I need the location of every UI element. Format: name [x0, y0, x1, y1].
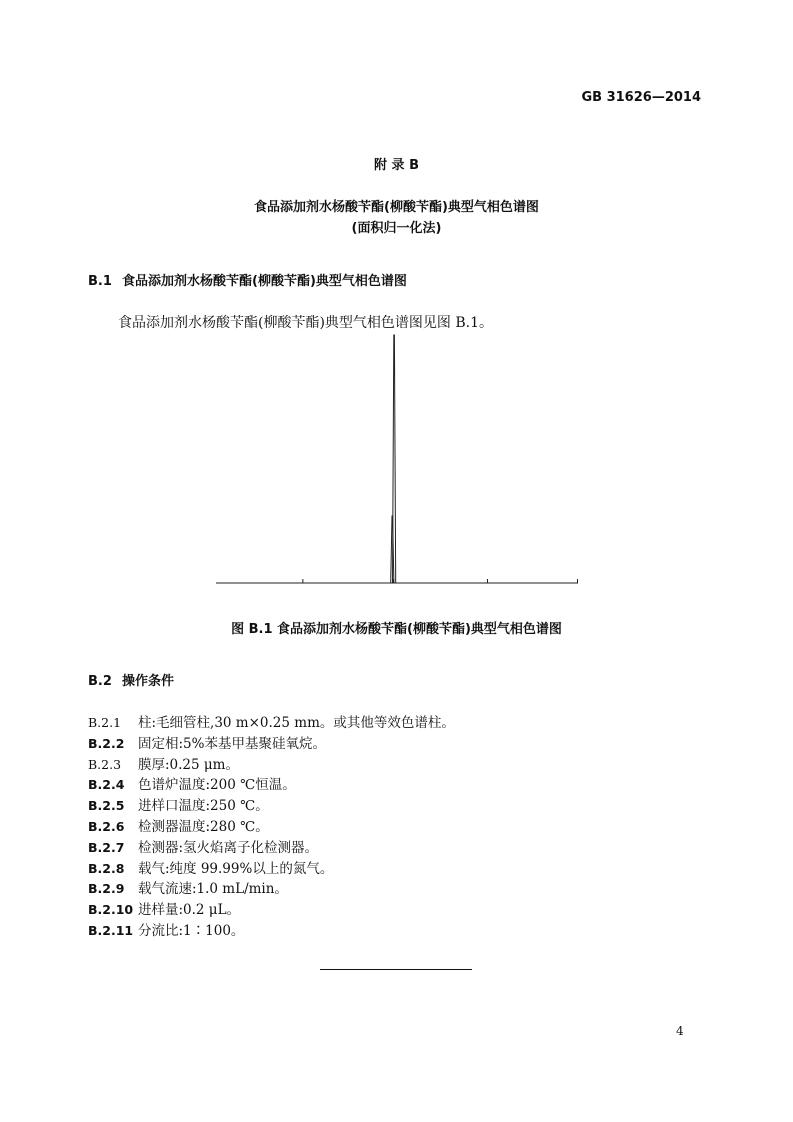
condition-item	[88, 732, 326, 752]
condition-item	[88, 773, 296, 793]
section-title: 食品添加剂水杨酸苄酯(柳酸苄酯)典型气相色谱图	[122, 274, 407, 289]
section-b1-heading	[88, 270, 407, 289]
condition-number: B.2.1	[88, 715, 122, 730]
condition-number: B.2.6	[88, 819, 125, 834]
condition-text: 载气流速:1.0 mL/min。	[138, 881, 288, 898]
condition-text: 检测器温度:280 ℃。	[138, 819, 269, 835]
condition-item	[88, 836, 318, 856]
section-b2-heading	[88, 670, 174, 689]
condition-text: 色谱炉温度:200 ℃恒温。	[138, 777, 296, 794]
appendix-subtitle: (面积归一化法)	[351, 221, 442, 236]
figure-caption: 图 B.1 食品添加剂水杨酸苄酯(柳酸苄酯)典型气相色谱图	[231, 622, 562, 637]
condition-item	[88, 877, 288, 897]
condition-number: B.2.9	[88, 881, 125, 897]
condition-item	[88, 898, 240, 918]
condition-number: B.2.5	[88, 798, 125, 814]
section-number: B.2	[88, 674, 112, 689]
condition-number: B.2.3	[88, 756, 122, 772]
condition-number: B.2.4	[88, 777, 125, 793]
condition-text: 分流比:1∶100。	[138, 923, 245, 939]
condition-text: 进样口温度:250 ℃。	[138, 798, 269, 815]
standard-number: GB 31626—2014	[581, 90, 701, 105]
condition-text: 检测器:氢火焰离子化检测器。	[138, 839, 319, 856]
condition-number: B.2.11	[88, 923, 134, 938]
condition-number: B.2.10	[88, 902, 134, 918]
end-rule	[320, 969, 472, 970]
section-title: 操作条件	[122, 674, 175, 689]
chromatogram-chart	[216, 333, 578, 587]
condition-text: 柱:毛细管柱,30 m×0.25 mm。或其他等效色谱柱。	[138, 715, 455, 731]
condition-text: 进样量:0.2 μL。	[138, 902, 241, 919]
condition-text: 膜厚:0.25 μm。	[138, 756, 239, 773]
appendix-label: 附 录 B	[374, 158, 419, 173]
condition-number: B.2.8	[88, 860, 125, 876]
condition-item	[88, 753, 239, 773]
condition-item	[88, 857, 333, 877]
condition-item	[88, 794, 269, 814]
condition-text: 载气:纯度 99.99%以上的氮气。	[138, 860, 334, 877]
page-number: 4	[676, 1024, 684, 1038]
condition-number: B.2.7	[88, 839, 125, 855]
section-b1-paragraph: 食品添加剂水杨酸苄酯(柳酸苄酯)典型气相色谱图见图 B.1。	[118, 315, 494, 331]
condition-number: B.2.2	[88, 735, 125, 751]
condition-text: 固定相:5%苯基甲基聚硅氧烷。	[138, 735, 326, 752]
appendix-title: 食品添加剂水杨酸苄酯(柳酸苄酯)典型气相色谱图	[254, 200, 539, 215]
section-number: B.1	[88, 274, 112, 289]
condition-item	[88, 919, 244, 939]
condition-item	[88, 815, 269, 835]
condition-item	[88, 711, 455, 731]
